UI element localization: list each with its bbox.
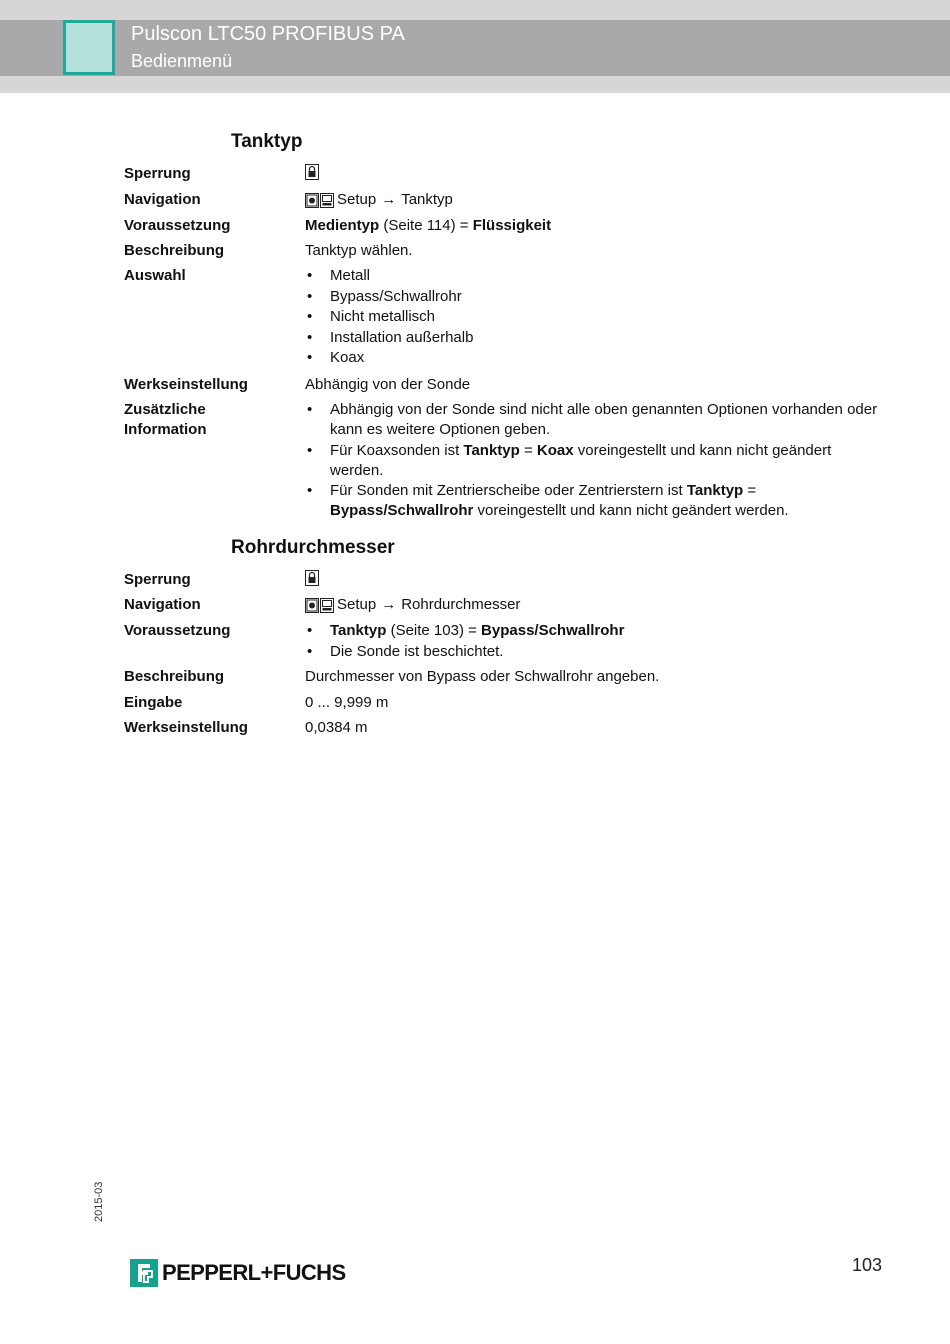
section-title-rohrdurchmesser: Rohrdurchmesser [231, 537, 395, 558]
label-zusaetzliche-information: Zusätzliche Information [124, 401, 207, 438]
list-item: • Koax [307, 349, 365, 367]
header-lower-band [0, 76, 950, 93]
value-navigation [305, 190, 453, 210]
value-navigation [305, 595, 520, 615]
page-number: 103 [852, 1255, 883, 1275]
expert-icon [305, 598, 319, 613]
value-beschreibung: Durchmesser von Bypass oder Schwallrohr angeben. [305, 668, 660, 685]
list-item: • Nicht metallisch [307, 308, 436, 326]
value-sperrung [305, 164, 319, 184]
section-title-tanktyp: Tanktyp [231, 131, 303, 152]
param-value: Flüssigkeit [472, 217, 552, 234]
nav-path-root: Setup [337, 596, 377, 613]
document-title: Pulscon LTC50 PROFIBUS PA [131, 23, 405, 45]
label-sperrung: Sperrung [124, 165, 191, 182]
pf-logo-icon [130, 1259, 158, 1287]
label-navigation: Navigation [124, 191, 201, 208]
brand-name: PEPPERL+FUCHS [162, 1260, 346, 1285]
lock-icon [305, 570, 319, 586]
nav-path-root: Setup [337, 191, 377, 208]
label-eingabe: Eingabe [124, 694, 183, 711]
nav-path-item: Rohrdurchmesser [401, 596, 521, 613]
list-item: • Die Sonde ist beschichtet. [307, 642, 504, 660]
value-voraussetzung [305, 216, 551, 236]
label-beschreibung: Beschreibung [124, 668, 225, 685]
brand-logo [130, 1259, 346, 1287]
expert-icon [305, 193, 319, 208]
value-werkseinstellung: 0,0384 m [305, 719, 368, 736]
header-top-band [0, 0, 950, 20]
value-eingabe: 0 ... 9,999 m [305, 694, 389, 711]
voraussetzung-list [305, 621, 880, 662]
list-item: • Installation außerhalb [307, 328, 474, 346]
page-reference: (Seite 114) = [379, 217, 473, 234]
label-voraussetzung: Voraussetzung [124, 217, 231, 234]
list-item: • Bypass/Schwallrohr [307, 287, 462, 305]
list-item: • Für Sonden mit Zentrierscheibe oder Zentrierstern ist Tanktyp = Bypass/Schwallrohr voreingestellt und kann nicht geändert werden. [307, 482, 789, 520]
list-item: • Für Koaxsonden ist Tanktyp = Koax voreingestellt und kann nicht geändert werden. [307, 441, 832, 479]
label-werkseinstellung: Werkseinstellung [124, 719, 248, 736]
lock-icon [305, 164, 319, 180]
value-werkseinstellung: Abhängig von der Sonde [305, 376, 471, 393]
param-medientyp: Medientyp [305, 217, 380, 234]
auswahl-list [305, 266, 880, 369]
chapter-marker-icon [63, 20, 115, 75]
chapter-title: Bedienmenü [131, 51, 233, 71]
information-list [305, 400, 880, 522]
label-sperrung: Sperrung [124, 571, 191, 588]
label-werkseinstellung: Werkseinstellung [124, 376, 248, 393]
label-auswahl: Auswahl [124, 267, 186, 284]
label-voraussetzung: Voraussetzung [124, 622, 231, 639]
nav-arrow: → [381, 596, 397, 613]
list-item: • Abhängig von der Sonde sind nicht alle oben genannten Optionen vorhanden oder kann es weitere Optionen geben. [307, 401, 878, 438]
list-item: • Metall [307, 267, 371, 284]
list-item: • Tanktyp (Seite 103) = Bypass/Schwallrohr [307, 622, 625, 639]
value-sperrung [305, 570, 319, 590]
nav-arrow: → [381, 191, 397, 208]
display-icon [320, 193, 334, 208]
label-beschreibung: Beschreibung [124, 242, 225, 259]
label-navigation: Navigation [124, 596, 201, 613]
value-beschreibung: Tanktyp wählen. [305, 242, 413, 259]
display-icon [320, 598, 334, 613]
nav-path-item: Tanktyp [401, 191, 453, 208]
issue-date: 2015-03 [93, 1181, 105, 1222]
